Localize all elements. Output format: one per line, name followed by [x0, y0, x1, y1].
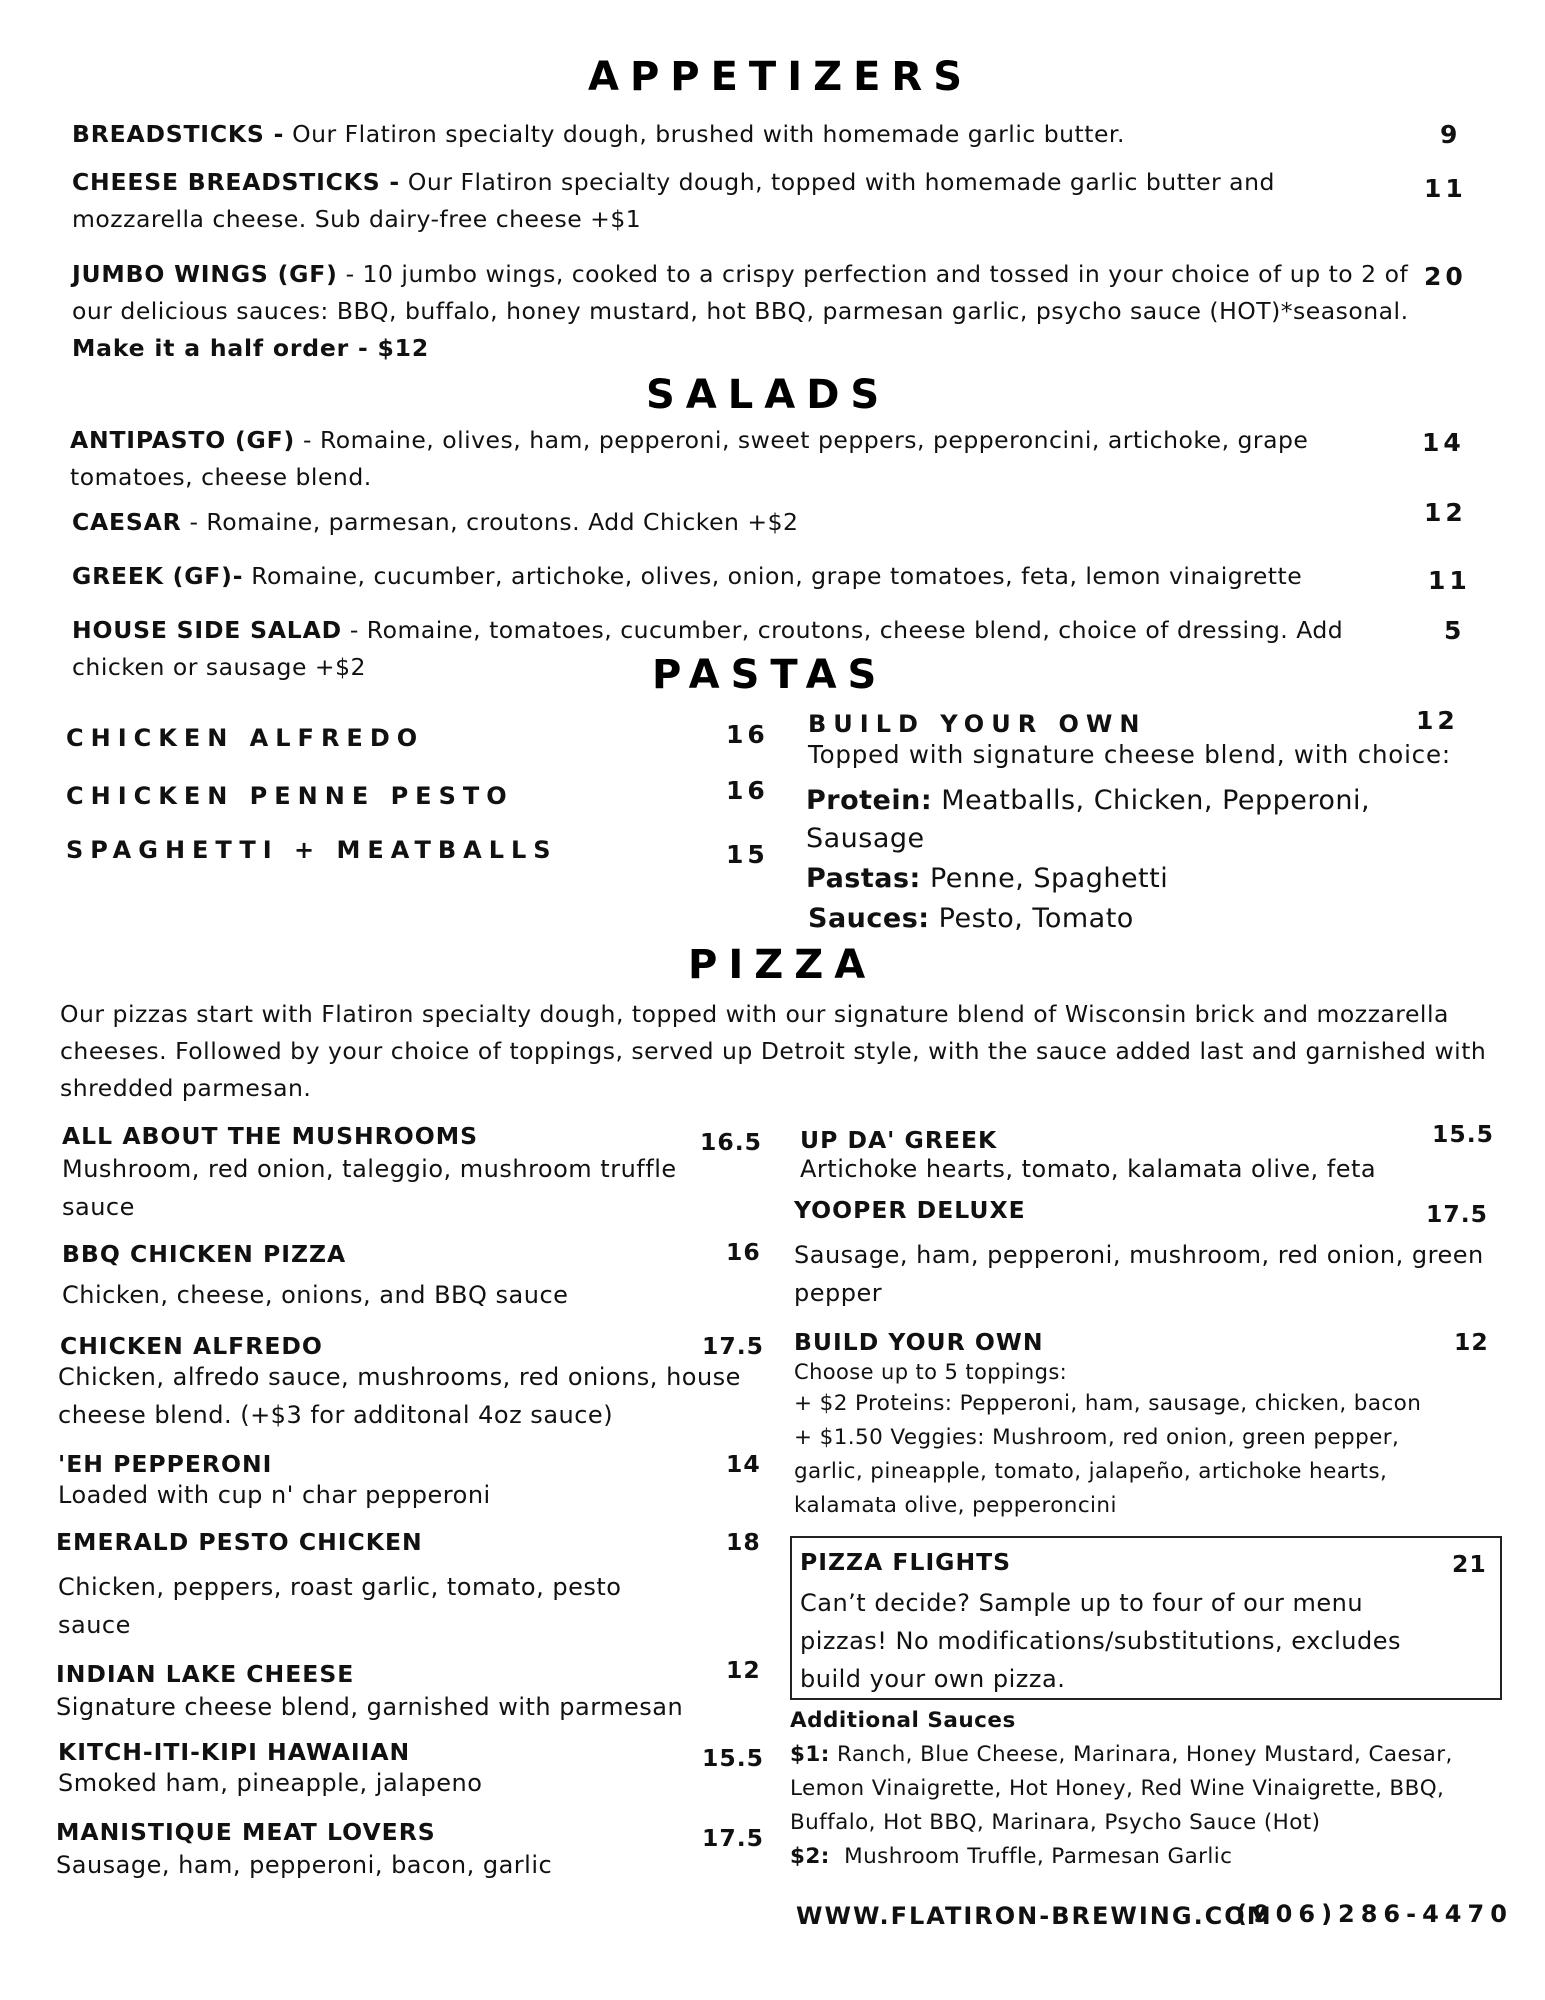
- sauce-list: Mushroom Truffle, Parmesan Garlic: [829, 1844, 1233, 1869]
- item-desc: Our Flatiron specialty dough, brushed with homemade garlic butter.: [284, 120, 1125, 148]
- pizza-intro: Our pizzas start with Flatiron specialty dough, topped with our signature blend of Wisconsin brick and mozzarella cheeses. Followed by your choice of toppings, served up Detroit style, with the sauce added last and garnished with shredded parmesan.: [60, 1000, 1487, 1102]
- pizza-flights-box: [790, 1536, 1502, 1700]
- item-name: HOUSE SIDE SALAD: [72, 616, 342, 644]
- pasta-byo-protein: [806, 782, 1446, 858]
- pizza-desc: Mushroom, red onion, taleggio, mushroom truffle sauce: [62, 1155, 677, 1221]
- byo-value: Pesto, Tomato: [929, 903, 1134, 934]
- pizza-price: 17.5: [702, 1332, 764, 1360]
- pizza-name: EMERALD PESTO CHICKEN: [56, 1528, 423, 1556]
- byo-value: Meatballs, Chicken, Pepperoni, Sausage: [806, 785, 1371, 854]
- item-price: 16: [726, 776, 769, 805]
- item-desc: - Romaine, parmesan, croutons. Add Chicken +$2: [181, 508, 799, 536]
- pasta-byo-pastas: [806, 860, 1168, 898]
- item-price: 14: [1422, 428, 1465, 457]
- item-price: 5: [1444, 616, 1466, 645]
- item-price: 11: [1428, 566, 1471, 595]
- pastas-heading: PASTAS: [652, 652, 888, 698]
- pasta-chicken-penne-pesto: CHICKEN PENNE PESTO: [66, 782, 514, 810]
- pizza-desc: Signature cheese blend, garnished with parmesan: [56, 1693, 684, 1721]
- item-name: ANTIPASTO (GF): [70, 426, 296, 454]
- pasta-build-your-own: BUILD YOUR OWN: [808, 710, 1147, 738]
- item-desc: - Romaine, olives, ham, pepperoni, sweet peppers, pepperoncini, artichoke, grape tomatoes, cheese blend.: [70, 426, 1309, 491]
- item-price: 16: [726, 720, 769, 749]
- item-price: 15: [726, 840, 769, 869]
- pizza-name: MANISTIQUE MEAT LOVERS: [56, 1818, 436, 1846]
- item-name: CHEESE BREADSTICKS -: [72, 168, 400, 196]
- item-desc: - 10 jumbo wings, cooked to a crispy perfection and tossed in your choice of up to 2 of our delicious sauces: BBQ, buffalo, honey mustard, hot BBQ, parmesan garlic, psycho sauce (HOT)*seasonal.: [72, 260, 1409, 325]
- byo-value: Penne, Spaghetti: [920, 863, 1169, 894]
- byo-label: Pastas:: [806, 863, 921, 894]
- item-name: CAESAR: [72, 508, 182, 536]
- sauce-price-label: $1:: [790, 1742, 830, 1767]
- item-price: 12: [1424, 498, 1467, 527]
- pizza-flights-name: PIZZA FLIGHTS: [800, 1548, 1012, 1576]
- pizza-byo-line1: Choose up to 5 toppings:: [794, 1360, 1068, 1384]
- pizza-price: 17.5: [702, 1824, 764, 1852]
- pizza-price: 17.5: [1426, 1200, 1488, 1228]
- pizza-desc: Sausage, ham, pepperoni, bacon, garlic: [56, 1851, 553, 1879]
- pizza-name: ALL ABOUT THE MUSHROOMS: [62, 1122, 479, 1150]
- pizza-name: YOOPER DELUXE: [794, 1196, 1026, 1224]
- pizza-name: INDIAN LAKE CHEESE: [56, 1660, 355, 1688]
- item-name: JUMBO WINGS (GF): [72, 260, 338, 288]
- pizza-price: 15.5: [1432, 1120, 1494, 1148]
- pizza-desc: Chicken, cheese, onions, and BBQ sauce: [62, 1281, 569, 1309]
- salads-heading: SALADS: [646, 372, 891, 418]
- sauces-one-dollar: [790, 1738, 1500, 1840]
- byo-label: Protein:: [806, 785, 933, 816]
- pizza-heading: PIZZA: [688, 942, 877, 988]
- pizza-flights-price: 21: [1452, 1550, 1487, 1578]
- pasta-byo-sauces: [808, 900, 1134, 938]
- menu-item-antipasto: [70, 422, 1420, 496]
- pizza-name: UP DA' GREEK: [800, 1126, 998, 1154]
- pasta-spaghetti-meatballs: SPAGHETTI + MEATBALLS: [66, 836, 558, 864]
- half-order-note: Make it a half order - $12: [72, 334, 429, 362]
- item-desc: Romaine, cucumber, artichoke, olives, onion, grape tomatoes, feta, lemon vinaigrette: [243, 562, 1303, 590]
- pizza-name: BBQ CHICKEN PIZZA: [62, 1240, 347, 1268]
- pizza-byo-veggies: + $1.50 Veggies: Mushroom, red onion, green pepper, garlic, pineapple, tomato, jalapeño, artichoke hearts, kalamata olive, pepperoncini: [794, 1425, 1400, 1518]
- pizza-flights-desc: Can’t decide? Sample up to four of our menu pizzas! No modifications/substitutions, excludes build your own pizza.: [800, 1589, 1401, 1693]
- pizza-price: 16: [726, 1238, 761, 1266]
- menu-item-breadsticks: [72, 116, 1392, 153]
- sauces-two-dollar: [790, 1840, 1500, 1874]
- pizza-name: CHICKEN ALFREDO: [60, 1332, 323, 1360]
- pizza-byo-proteins: + $2 Proteins: Pepperoni, ham, sausage, chicken, bacon: [794, 1391, 1422, 1416]
- menu-item-caesar: [72, 504, 1372, 541]
- item-desc: Our Flatiron specialty dough, topped with homemade garlic butter and mozzarella cheese. Sub dairy-free cheese +$1: [72, 168, 1275, 233]
- pizza-desc: Artichoke hearts, tomato, kalamata olive, feta: [800, 1155, 1377, 1183]
- pizza-price: 16.5: [700, 1128, 762, 1156]
- pizza-price: 18: [726, 1528, 761, 1556]
- byo-label: Sauces:: [808, 903, 930, 934]
- pizza-name: KITCH-ITI-KIPI HAWAIIAN: [58, 1738, 411, 1766]
- menu-item-greek-salad: [72, 558, 1422, 595]
- pizza-price: 12: [1454, 1328, 1489, 1356]
- pasta-chicken-alfredo: CHICKEN ALFREDO: [66, 724, 425, 752]
- appetizers-heading: APPETIZERS: [588, 54, 974, 100]
- pasta-byo-subtitle: Topped with signature cheese blend, with choice:: [808, 740, 1451, 769]
- pizza-price: 14: [726, 1450, 761, 1478]
- item-price: 11: [1424, 174, 1467, 203]
- sauce-price-label: $2:: [790, 1844, 830, 1869]
- item-price: 9: [1440, 120, 1462, 149]
- footer-website: WWW.FLATIRON-BREWING.COM: [796, 1902, 1273, 1930]
- item-name: GREEK (GF)-: [72, 562, 244, 590]
- footer-phone: (906)286-4470: [1236, 1900, 1513, 1928]
- pizza-desc: Chicken, alfredo sauce, mushrooms, red onions, house cheese blend. (+$3 for additonal 4oz sauce): [58, 1363, 741, 1429]
- menu-item-jumbo-wings: [72, 256, 1412, 367]
- pizza-desc: Smoked ham, pineapple, jalapeno: [58, 1769, 483, 1797]
- pizza-desc: Chicken, peppers, roast garlic, tomato, pesto sauce: [58, 1573, 622, 1639]
- item-name: BREADSTICKS -: [72, 120, 285, 148]
- pizza-price: 15.5: [702, 1744, 764, 1772]
- item-price: 20: [1424, 262, 1467, 291]
- item-desc: - Romaine, tomatoes, cucumber, croutons, cheese blend, choice of dressing. Add chicken or sausage +$2: [72, 616, 1344, 681]
- pizza-desc: Sausage, ham, pepperoni, mushroom, red onion, green pepper: [794, 1241, 1484, 1307]
- sauce-list: Ranch, Blue Cheese, Marinara, Honey Mustard, Caesar, Lemon Vinaigrette, Hot Honey, Red Wine Vinaigrette, BBQ, Buffalo, Hot BBQ, Marinara, Psycho Sauce (Hot): [790, 1742, 1453, 1835]
- pizza-name: 'EH PEPPERONI: [58, 1450, 273, 1478]
- pizza-desc: Loaded with cup n' char pepperoni: [58, 1481, 491, 1509]
- menu-item-cheese-breadsticks: [72, 164, 1392, 238]
- pizza-build-your-own: BUILD YOUR OWN: [794, 1328, 1044, 1356]
- additional-sauces-title: Additional Sauces: [790, 1708, 1016, 1733]
- item-price: 12: [1416, 706, 1459, 735]
- pizza-price: 12: [726, 1656, 761, 1684]
